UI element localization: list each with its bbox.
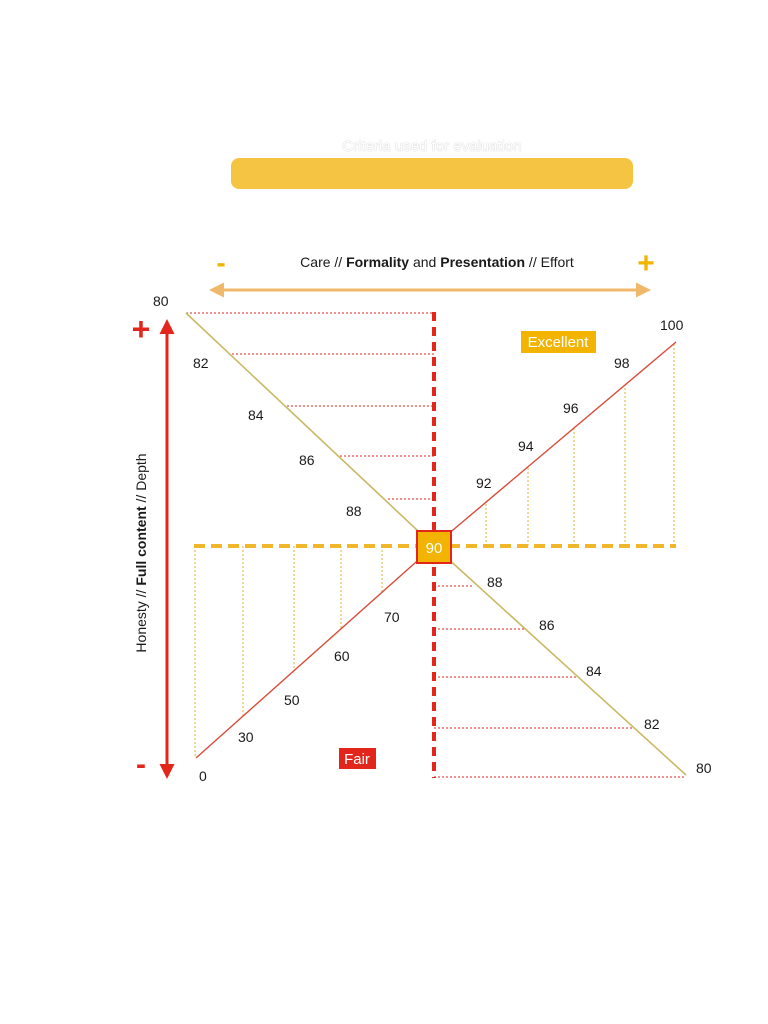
- value-label: 30: [238, 729, 254, 745]
- value-label: 100: [660, 317, 684, 333]
- value-label: 88: [346, 503, 362, 519]
- value-label: 80: [153, 293, 169, 309]
- value-label: 82: [644, 716, 660, 732]
- horizontal-axis-label: [300, 254, 574, 270]
- value-label: 84: [248, 407, 264, 423]
- page-title: Criteria used for evaluation: [342, 138, 522, 155]
- fair-label: Fair: [344, 751, 370, 768]
- horizontal-axis-minus: -: [216, 247, 226, 278]
- horizontal-axis-plus: +: [637, 247, 655, 280]
- axis-label-part: // Effort: [525, 254, 574, 270]
- axis-label-part: Presentation: [440, 254, 526, 270]
- value-label: 82: [193, 355, 209, 371]
- value-label: 0: [199, 768, 207, 784]
- top-left-diagonal: [186, 313, 434, 546]
- value-label: 94: [518, 438, 534, 454]
- value-label: 70: [384, 609, 400, 625]
- vertical-axis-label: [133, 453, 149, 652]
- bottom-right-diagonal: [434, 546, 686, 775]
- axis-label-part: Full content: [133, 506, 149, 586]
- axis-label-part: Formality: [346, 254, 410, 270]
- value-label: 88: [487, 574, 503, 590]
- value-label: 80: [696, 760, 712, 776]
- vertical-axis-plus: +: [131, 311, 151, 347]
- vertical-axis-minus: -: [136, 748, 146, 781]
- axis-label-part: Honesty //: [133, 585, 149, 653]
- value-label: 86: [299, 452, 315, 468]
- value-label: 50: [284, 692, 300, 708]
- axis-label-part: // Depth: [133, 453, 149, 507]
- value-label: 84: [586, 663, 602, 679]
- excellent-label: Excellent: [527, 334, 589, 351]
- axis-label-part: Care //: [300, 254, 347, 270]
- top-right-diagonal: [434, 342, 676, 546]
- value-label: 92: [476, 475, 492, 491]
- center-value: 90: [425, 540, 443, 557]
- value-label: 60: [334, 648, 350, 664]
- bottom-left-diagonal: [196, 546, 434, 758]
- value-label: 96: [563, 400, 579, 416]
- value-label: 86: [539, 617, 555, 633]
- value-label: 98: [614, 355, 630, 371]
- axis-label-part: and: [409, 254, 441, 270]
